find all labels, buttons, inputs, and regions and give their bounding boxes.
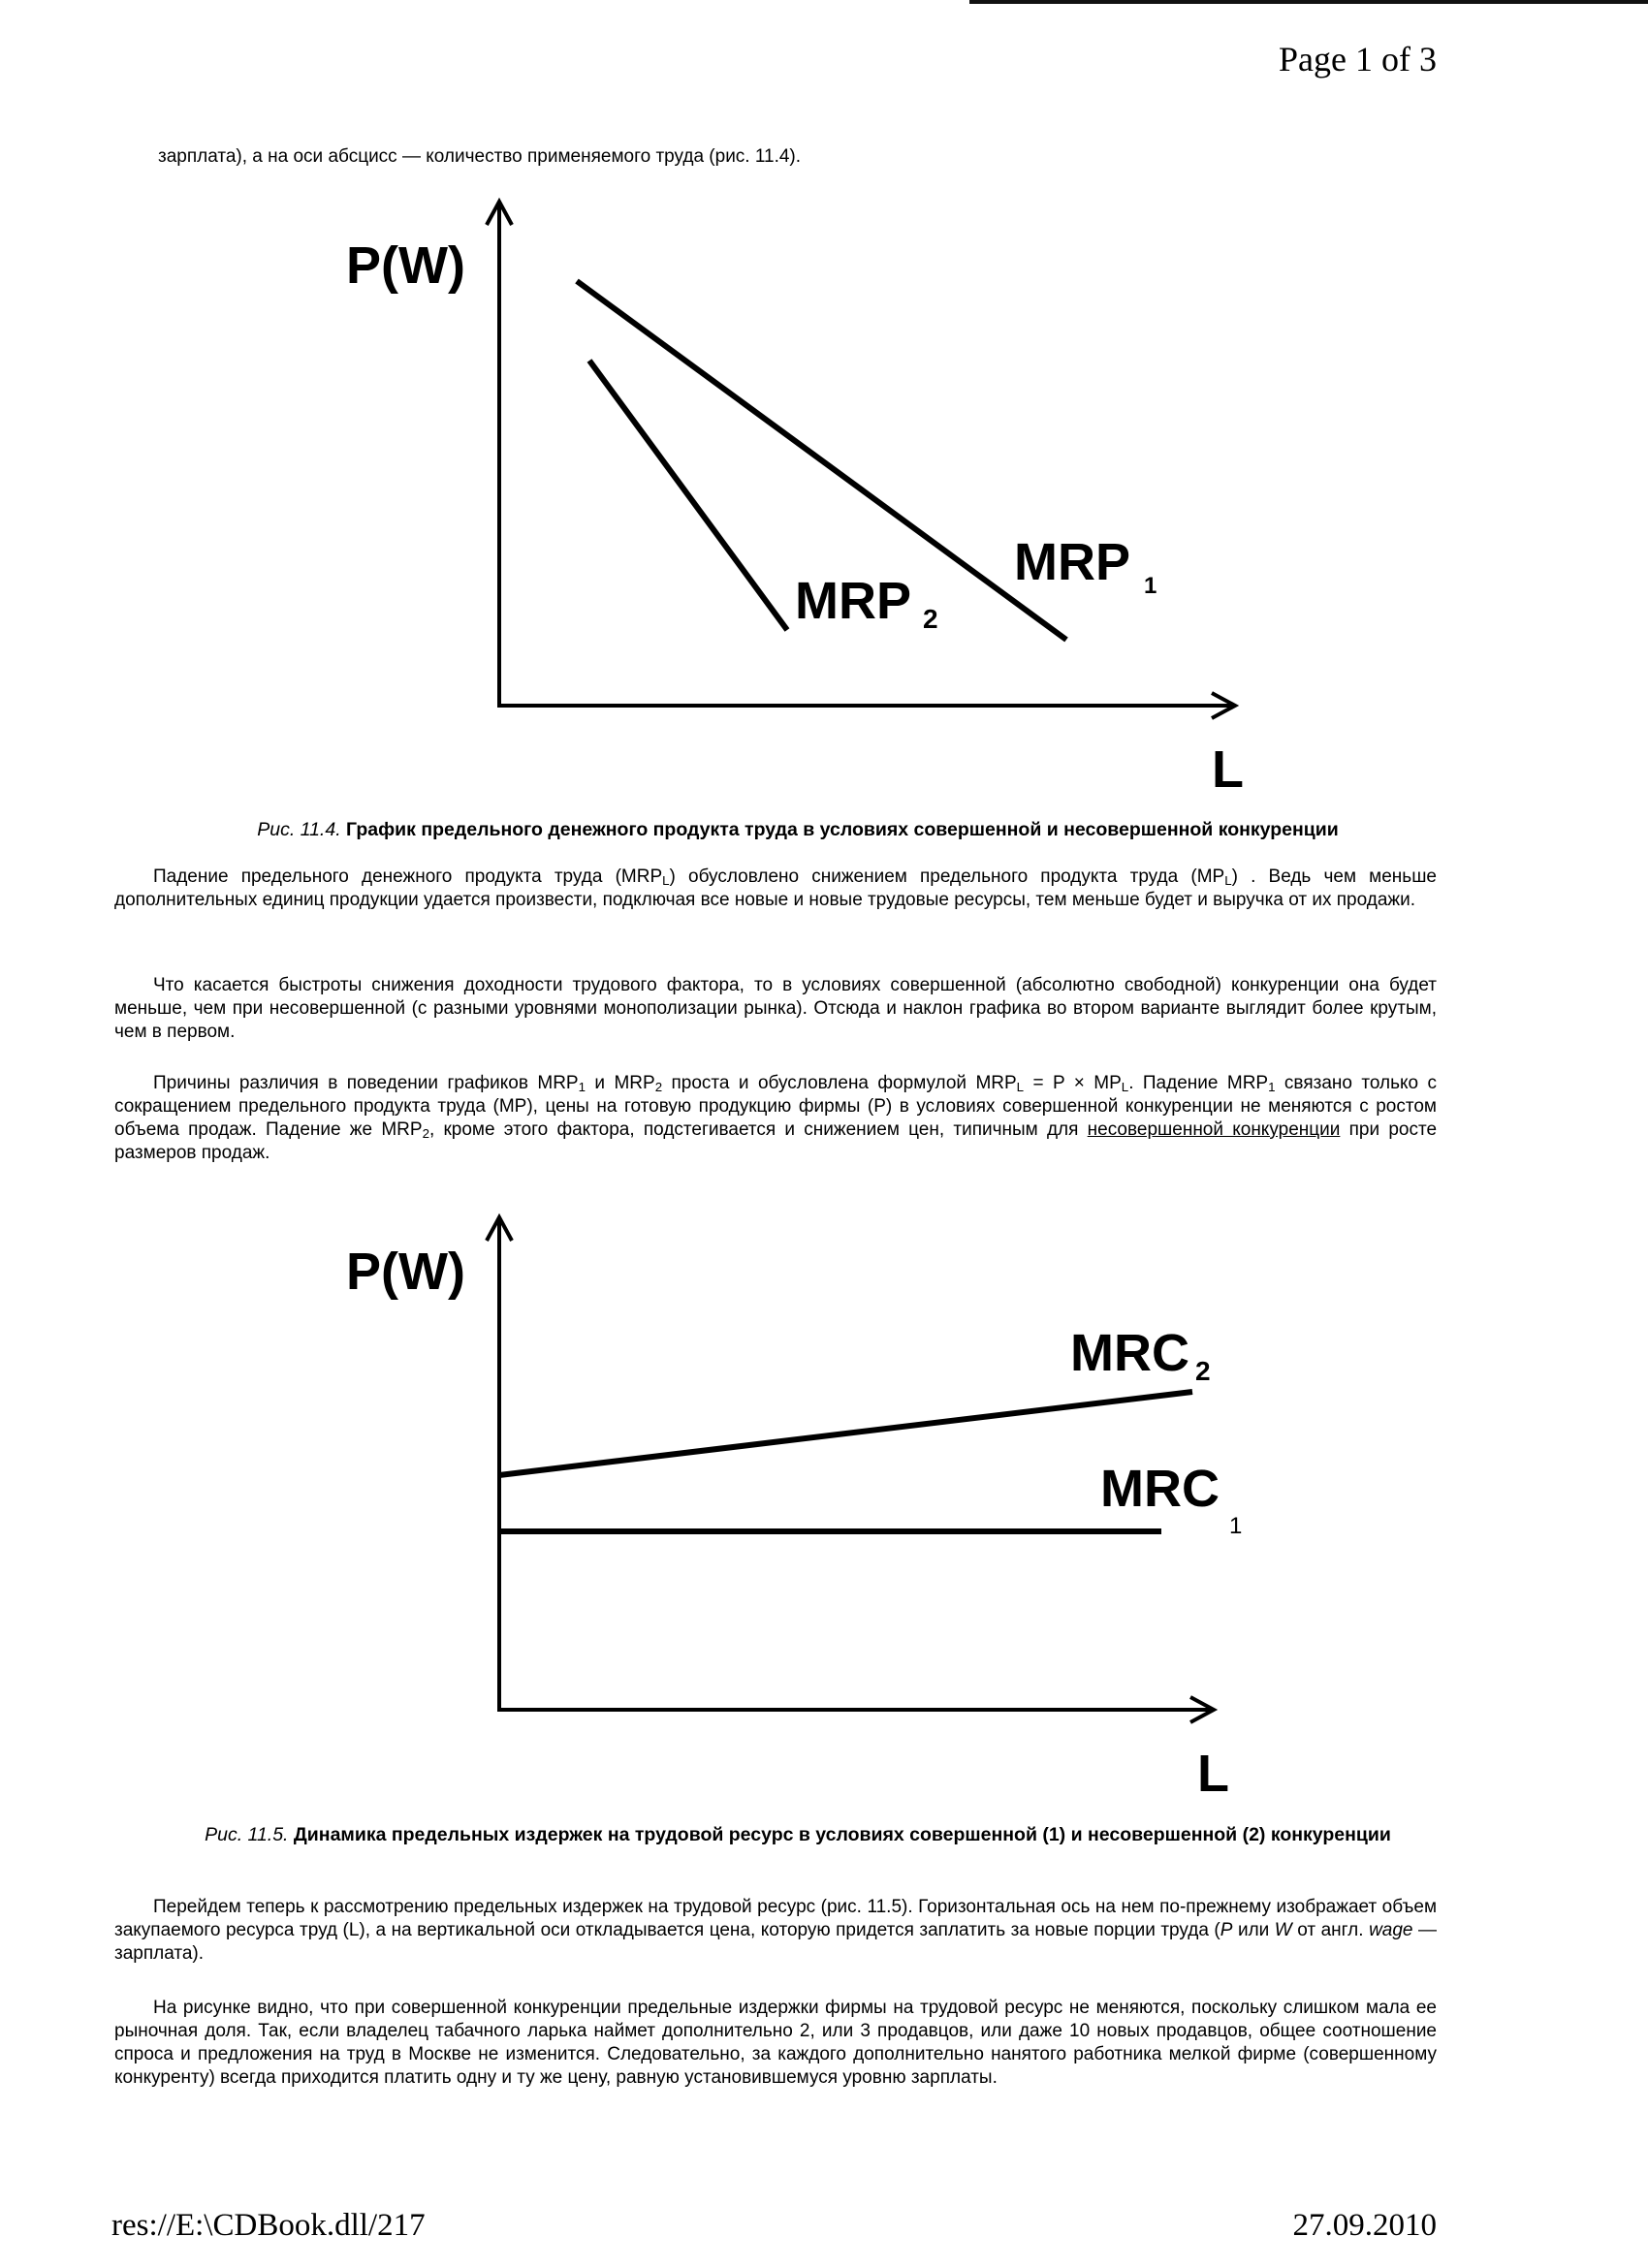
text-run: проста и обусловлена формулой MRP (662, 1073, 1017, 1093)
footer-source: res://E:\CDBook.dll/217 (111, 2208, 426, 2243)
italic-term: wage (1369, 1920, 1413, 1940)
intro-line: зарплата), а на оси абсцисс — количество применяемого труда (рис. 11.4). (158, 146, 802, 167)
x-axis-label: L (1197, 1745, 1229, 1803)
text-run: ) обусловлено снижением предельного продукта труда (MP (669, 866, 1225, 887)
italic-term: W (1274, 1920, 1292, 1940)
series-sub-mrc2: 2 (1195, 1356, 1211, 1386)
footer-date: 27.09.2010 (1292, 2208, 1437, 2243)
caption-11-4-text: График предельного денежного продукта труда в условиях совершенной и несовершенной конкуренции (346, 819, 1339, 840)
text-run: при росте размеров продаж. (114, 1119, 1438, 1163)
caption-11-5-num: Рис. 11.5. (205, 1824, 289, 1845)
subscript: L (1224, 873, 1232, 888)
text-run: Причины различия в поведении графиков MRP (153, 1073, 579, 1093)
y-axis-label: P(W) (346, 236, 465, 295)
text-run: или (1232, 1920, 1275, 1940)
subscript: 2 (422, 1126, 429, 1141)
y-axis-label: P(W) (346, 1243, 465, 1301)
text-run: . Падение MRP (1128, 1073, 1269, 1093)
subscript: L (1121, 1080, 1129, 1094)
subscript: 2 (654, 1080, 663, 1094)
text-run: связано только с сокращением предельного продукта труда (MP), цены на готовую продукцию фирмы (P) в условиях совершенной конкуренции не меняются с ростом объема продаж. Падение же MRP (114, 1073, 1438, 1140)
text-run: — зарплата). (114, 1920, 1437, 1964)
x-axis-label: L (1212, 740, 1244, 799)
series-sub-mrp2: 2 (923, 604, 938, 634)
subscript: L (662, 873, 670, 888)
page-number: Page 1 of 3 (1279, 40, 1437, 79)
series-label-mrc2: MRC (1070, 1324, 1189, 1382)
caption-11-5 (158, 1823, 1438, 1846)
text-run: , кроме этого фактора, подстегивается и снижением цен, типичным для (428, 1119, 1088, 1140)
subscript: 1 (1268, 1080, 1276, 1094)
series-sub-mrc1: 1 (1229, 1513, 1243, 1539)
text-run: и MRP (586, 1073, 655, 1093)
text-run: Перейдем теперь к рассмотрению предельных издержек на трудовой ресурс (рис. 11.5). Горизонтальная ось на нем по-прежнему изображает объем закупаемого ресурса труд (L), а на вертикальной оси откладывается цена, которую придется заплатить за новые порции труда ( (114, 1897, 1437, 1940)
series-label-mrp1: MRP (1014, 533, 1130, 591)
paragraph-5: На рисунке видно, что при совершенной конкуренции предельные издержки фирмы на трудовой ресурс не меняются, поскольку слишком мала ее рыночная доля. Так, если владелец табачного ларька наймет дополнительно 2, или 3 продавцов, или даже 10 новых продавцов, общее соотношение спроса и предложения на труд в Москве не изменится. Следовательно, за каждого дополнительно нанятого работника мелкой фирме (совершенному конкуренту) всегда приходится платить одну и ту же цену, равную установившемуся уровню зарплаты. (114, 1998, 1437, 2088)
text-run: от англ. (1291, 1920, 1370, 1940)
subscript: L (1016, 1080, 1025, 1094)
subscript: 1 (578, 1080, 586, 1094)
text-run: Падение предельного денежного продукта труда (MRP (153, 866, 663, 887)
underlined-term: несовершенной конкуренции (1087, 1119, 1341, 1140)
caption-11-4-num: Рис. 11.4. (257, 819, 341, 840)
series-sub-mrp1: 1 (1144, 573, 1157, 599)
text-run: ) . Ведь чем меньше дополнительных единиц продукции удается произвести, подключая все новые и новые трудовые ресурсы, тем меньше будет и выручка от их продажи. (114, 866, 1438, 910)
series-line-mrc2 (499, 1392, 1192, 1475)
paragraph-2: Что касается быстроты снижения доходности трудового фактора, то в условиях совершенной (абсолютно свободной) конкуренции она будет меньше, чем при несовершенной (с разными уровнями монополизации рынка). Отсюда и наклон графика во втором варианте выглядит более крутым, чем в первом. (114, 975, 1437, 1042)
caption-11-5-text: Динамика предельных издержек на трудовой ресурс в условиях совершенной (1) и несовершенной (2) конкуренции (293, 1824, 1391, 1845)
italic-term: P (1220, 1920, 1233, 1940)
series-label-mrp2: MRP (795, 572, 911, 630)
paragraph-4 (114, 1896, 1437, 1966)
text-run: = P × MP (1024, 1073, 1122, 1093)
series-label-mrc1: MRC (1100, 1460, 1220, 1518)
